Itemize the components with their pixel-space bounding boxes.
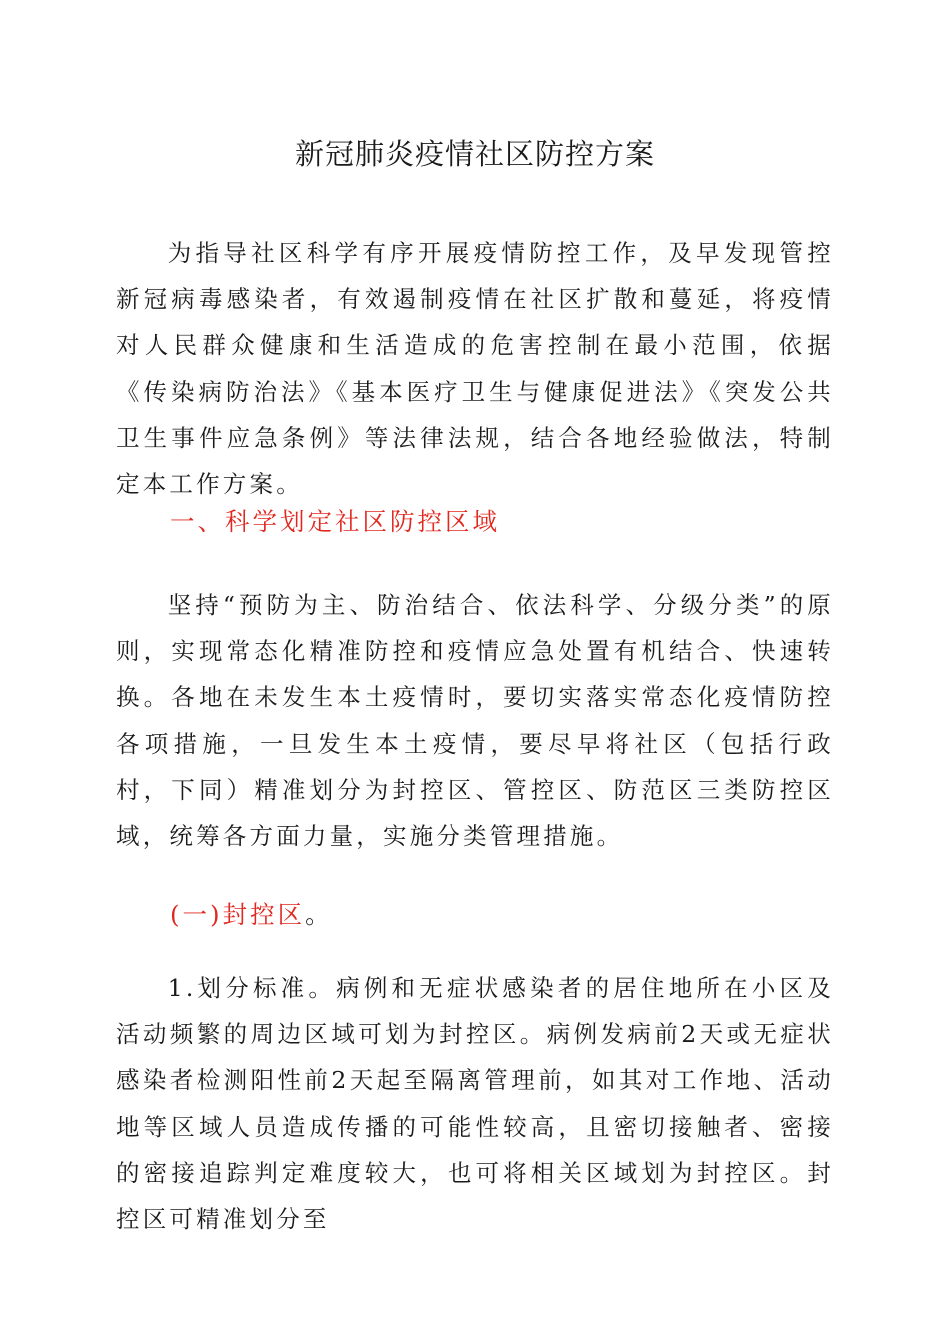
document-title: 新冠肺炎疫情社区防控方案 <box>294 137 655 171</box>
subsection-heading-punctuation: 。 <box>305 900 333 929</box>
section-1-paragraph: 坚持“预防为主、防治结合、依法科学、分级分类”的原则，实现常态化精准防控和疫情应急处置有机结合、快速转换。各地在未发生本土疫情时，要切实落实常态化疫情防控各项措施，一旦发生本土疫情，要尽早将社区（包括行政村，下同）精准划分为封控区、管控区、防范区三类防控区域，统筹各方面力量，实施分类管理措施。 <box>116 591 834 851</box>
subsection-heading-1 <box>170 895 333 935</box>
intro-paragraph: 为指导社区科学有序开展疫情防控工作，及早发现管控新冠病毒感染者，有效遏制疫情在社区扩散和蔓延，将疫情对人民群众健康和生活造成的危害控制在最小范围，依据《传染病防治法》《基本医疗卫生与健康促进法》《突发公共卫生事件应急条例》等法律法规，结合各地经验做法，特制定本工作方案。 <box>116 239 834 499</box>
item-1-paragraph: 1.划分标准。病例和无症状感染者的居住地所在小区及活动频繁的周边区域可划为封控区。病例发病前2天或无症状感染者检测阳性前2天起至隔离管理前，如其对工作地、活动地等区域人员造成传播的可能性较高，且密切接触者、密接的密接追踪判定难度较大，也可将相关区域划为封控区。封控区可精准划分至 <box>116 974 834 1234</box>
section-heading-1: 一、科学划定社区防控区域 <box>170 507 500 536</box>
subsection-heading-text: (一)封控区 <box>170 900 306 929</box>
